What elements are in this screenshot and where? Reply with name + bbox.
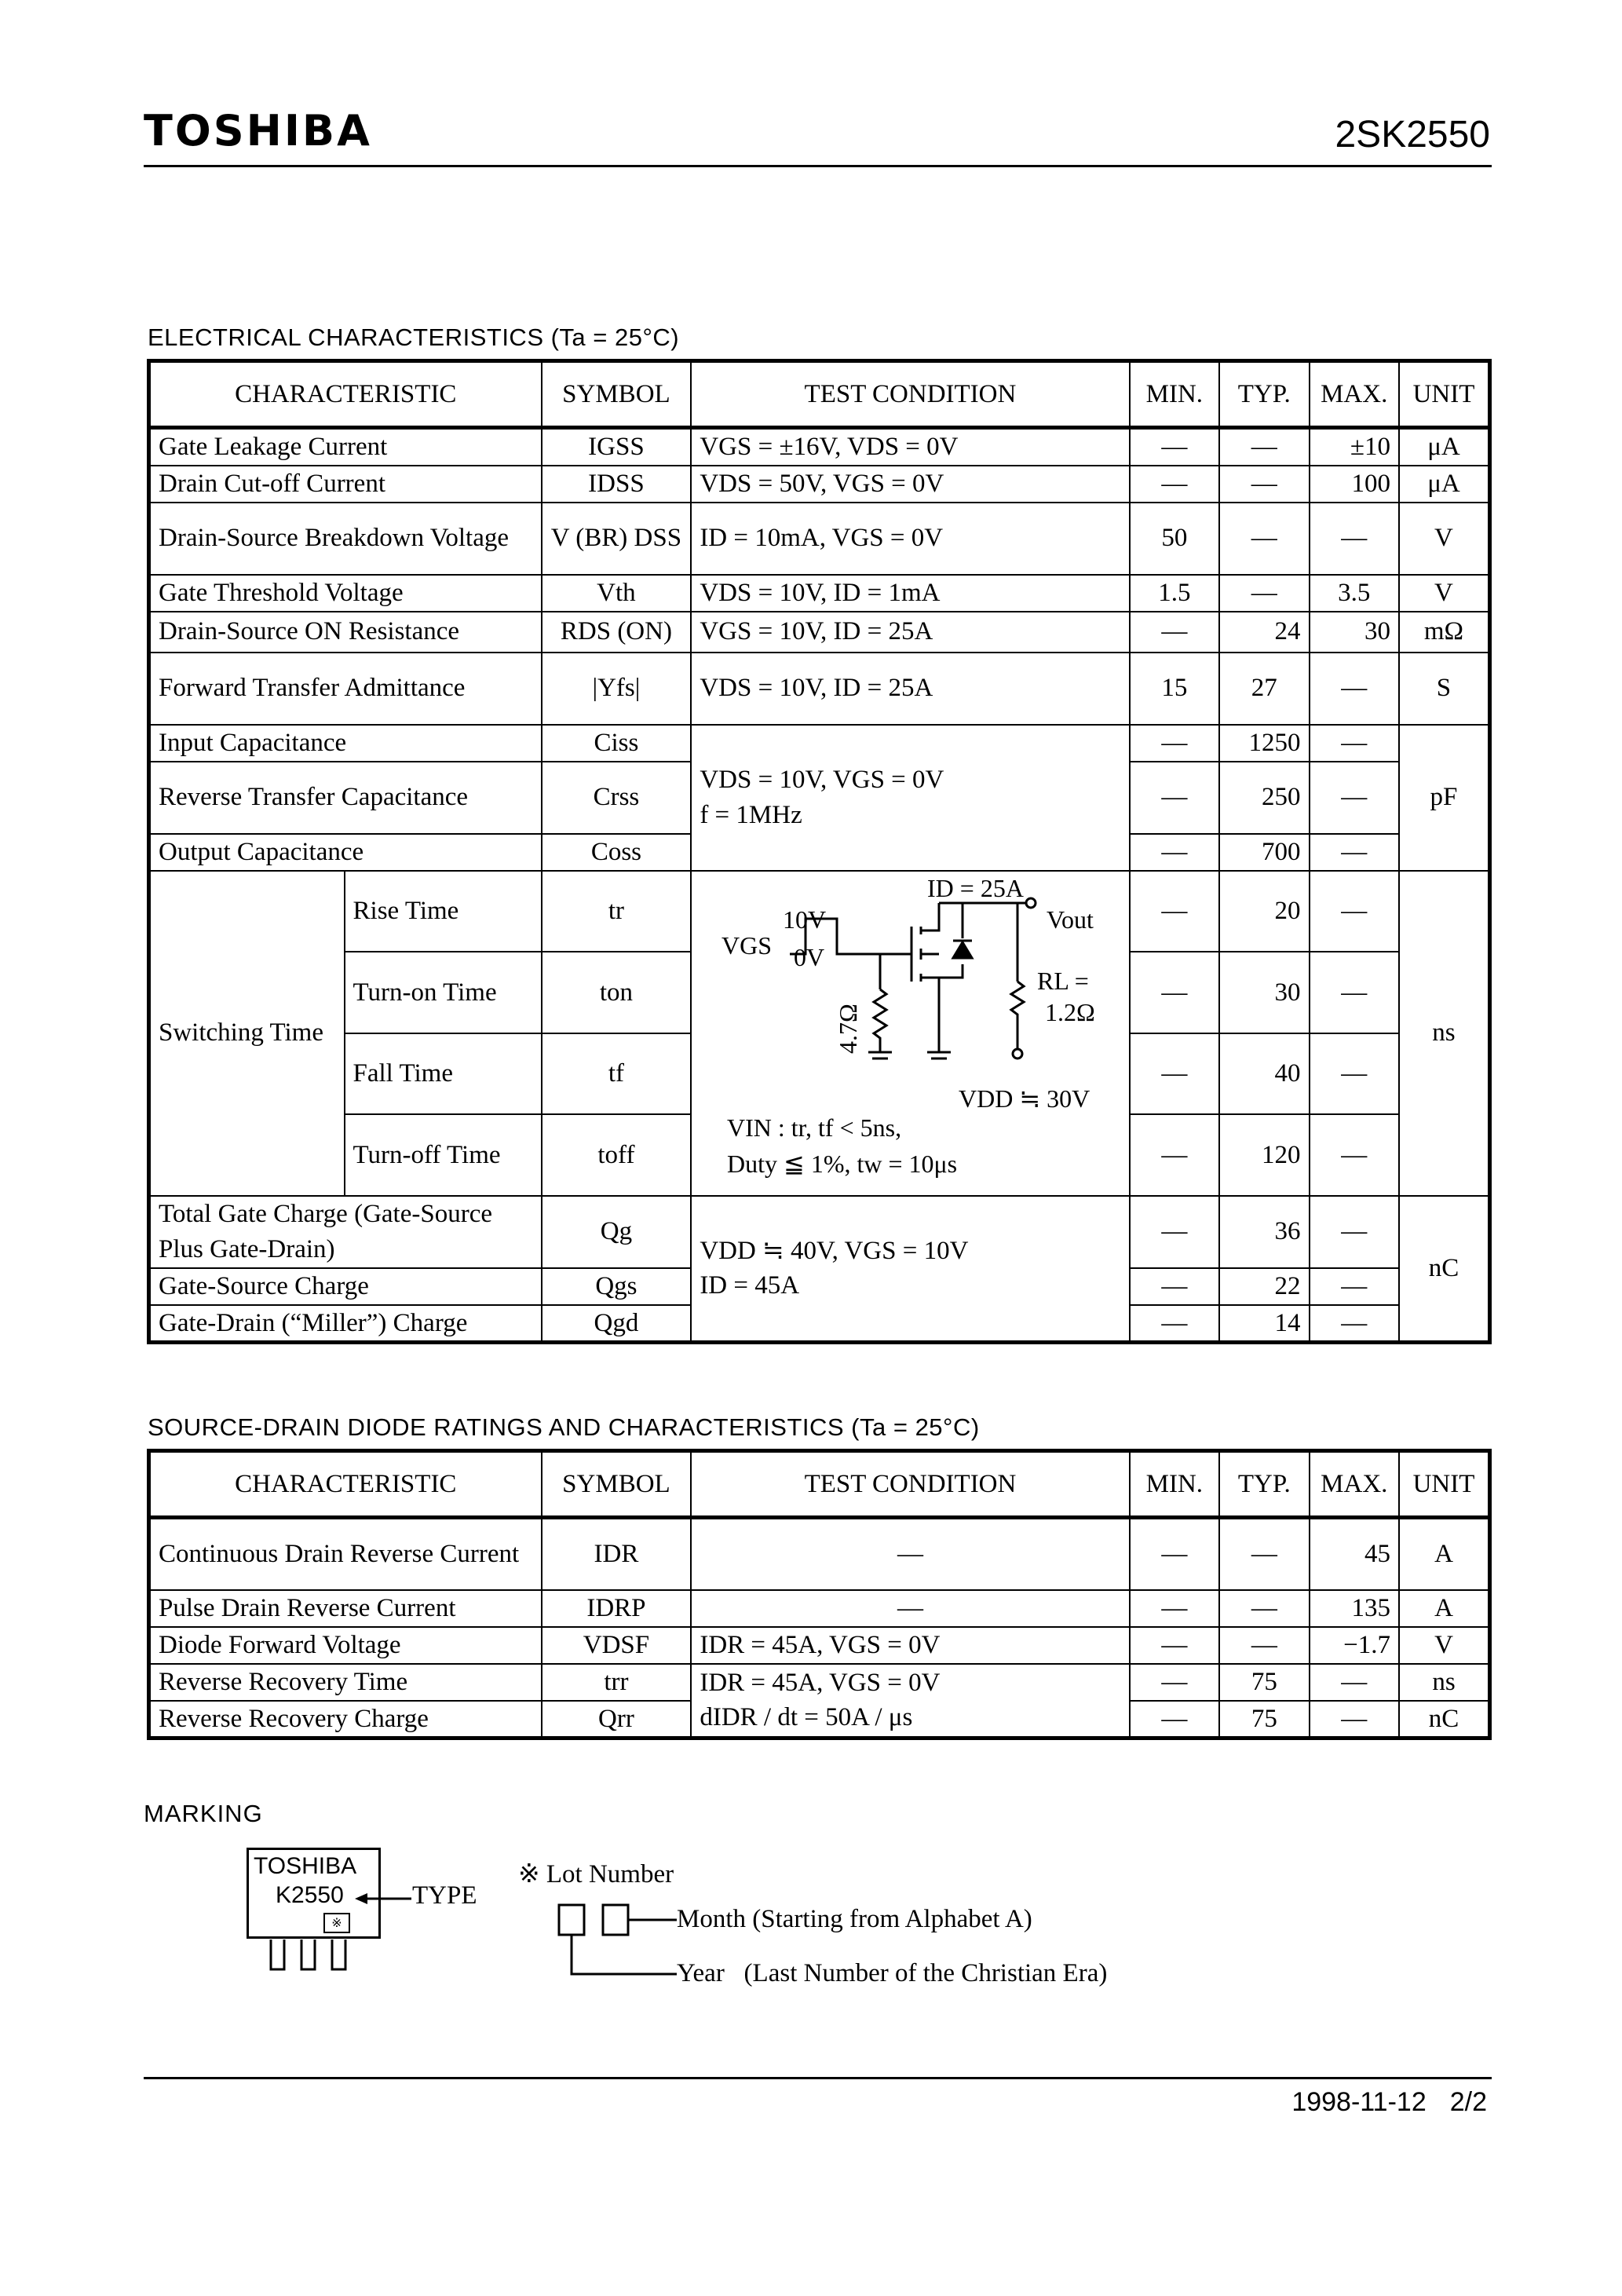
- part-number: 2SK2550: [1335, 114, 1490, 155]
- cell-max: —: [1310, 1305, 1399, 1343]
- cell-typ: 75: [1219, 1701, 1309, 1738]
- body-diode-symbol: [953, 942, 972, 958]
- cell-unit: V: [1399, 575, 1490, 612]
- cell-characteristic: Pulse Drain Reverse Current: [149, 1590, 542, 1627]
- month-label: Month (Starting from Alphabet A): [677, 1905, 1032, 1933]
- cell-max: —: [1310, 762, 1399, 834]
- table-row: [149, 1518, 1490, 1590]
- cell-condition: VGS = ±16V, VDS = 0V: [691, 428, 1129, 466]
- cell-unit: S: [1399, 653, 1490, 725]
- cell-characteristic: Drain-Source Breakdown Voltage: [149, 503, 542, 575]
- table-row: [149, 725, 1490, 762]
- col-characteristic: CHARACTERISTIC: [149, 361, 542, 428]
- cell-min: —: [1130, 871, 1219, 952]
- rl-value-label: 1.2Ω: [1045, 997, 1096, 1026]
- diode-table: [147, 1449, 1492, 1740]
- col-symbol: SYMBOL: [542, 1451, 692, 1518]
- cell-min: —: [1130, 762, 1219, 834]
- cell-min: 50: [1130, 503, 1219, 575]
- col-test-condition: TEST CONDITION: [691, 361, 1129, 428]
- cell-condition: VDS = 10V, ID = 1mA: [691, 575, 1129, 612]
- cell-condition: —: [691, 1590, 1129, 1627]
- table-row: [149, 653, 1490, 725]
- cell-condition: —: [691, 1518, 1129, 1590]
- footer-date: 1998-11-12: [1291, 2087, 1427, 2117]
- cell-characteristic: Drain Cut-off Current: [149, 466, 542, 503]
- table-row: [149, 1590, 1490, 1627]
- cell-max: —: [1310, 1033, 1399, 1115]
- cell-characteristic: Turn-off Time: [345, 1114, 542, 1196]
- cell-characteristic: Reverse Recovery Time: [149, 1664, 542, 1701]
- cell-characteristic: Reverse Recovery Charge: [149, 1701, 542, 1738]
- cell-characteristic: Reverse Transfer Capacitance: [149, 762, 542, 834]
- cell-min: —: [1130, 1664, 1219, 1701]
- col-min: MIN.: [1130, 361, 1219, 428]
- switching-unit: ns: [1399, 871, 1490, 1196]
- cell-typ: 20: [1219, 871, 1309, 952]
- capacitance-unit: pF: [1399, 725, 1490, 871]
- cell-characteristic: Continuous Drain Reverse Current: [149, 1518, 542, 1590]
- cell-symbol: Crss: [542, 762, 692, 834]
- cell-max: −1.7: [1310, 1627, 1399, 1664]
- cell-max: 3.5: [1310, 575, 1399, 612]
- cell-unit: nC: [1399, 1701, 1489, 1738]
- package-leads-icon: [267, 1940, 353, 1977]
- cell-typ: 75: [1219, 1664, 1309, 1701]
- cell-symbol: Qg: [542, 1196, 692, 1268]
- rg-label: 4.7Ω: [834, 1003, 863, 1054]
- cell-condition: VDS = 10V, ID = 25A: [691, 653, 1129, 725]
- cell-typ: —: [1219, 503, 1309, 575]
- footer-page: 2/2: [1449, 2087, 1487, 2117]
- col-min: MIN.: [1130, 1451, 1219, 1518]
- cell-symbol: ton: [542, 952, 692, 1033]
- cell-min: —: [1130, 1590, 1219, 1627]
- capacitance-condition: VDS = 10V, VGS = 0V f = 1MHz: [691, 725, 1129, 871]
- cell-typ: —: [1219, 575, 1309, 612]
- cell-condition: ID = 10mA, VGS = 0V: [691, 503, 1129, 575]
- cell-characteristic: Total Gate Charge (Gate-Source Plus Gate-Drain): [149, 1196, 542, 1268]
- col-unit: UNIT: [1399, 1451, 1489, 1518]
- table-row: [149, 612, 1490, 653]
- type-label: TYPE: [412, 1881, 477, 1910]
- cell-min: —: [1130, 1518, 1219, 1590]
- cell-symbol: Qgs: [542, 1268, 692, 1305]
- cell-symbol: Qrr: [542, 1701, 692, 1738]
- col-max: MAX.: [1310, 361, 1399, 428]
- vgs-label: VGS: [721, 930, 773, 960]
- cell-symbol: IDSS: [542, 466, 692, 503]
- switching-test-circuit: [691, 871, 1129, 1196]
- circuit-note-1: VIN : tr, tf < 5ns,: [727, 1113, 902, 1142]
- col-typ: TYP.: [1219, 1451, 1309, 1518]
- table-row: [149, 466, 1490, 503]
- col-symbol: SYMBOL: [542, 361, 692, 428]
- cell-max: —: [1310, 725, 1399, 762]
- cell-min: —: [1130, 1268, 1219, 1305]
- table-row: [149, 575, 1490, 612]
- lot-code-boxes: [550, 1900, 679, 1983]
- cell-unit: μA: [1399, 466, 1490, 503]
- cell-max: —: [1310, 1664, 1399, 1701]
- cell-max: —: [1310, 1196, 1399, 1268]
- load-resistor-symbol: [1011, 982, 1024, 1052]
- vin-low-label: 0V: [794, 942, 825, 971]
- cell-max: 135: [1310, 1590, 1399, 1627]
- marking-section-title: MARKING: [144, 1800, 263, 1827]
- cell-min: —: [1130, 612, 1219, 653]
- cell-min: —: [1130, 1114, 1219, 1196]
- cell-characteristic: Drain-Source ON Resistance: [149, 612, 542, 653]
- cell-typ: 14: [1219, 1305, 1309, 1343]
- cell-min: —: [1130, 1701, 1219, 1738]
- cell-max: 45: [1310, 1518, 1399, 1590]
- cell-symbol: RDS (ON): [542, 612, 692, 653]
- vout-label: Vout: [1047, 905, 1094, 934]
- electrical-section-title: ELECTRICAL CHARACTERISTICS (Ta = 25°C): [148, 324, 680, 351]
- cell-min: 1.5: [1130, 575, 1219, 612]
- mosfet-gate: [880, 927, 911, 982]
- cell-condition: VGS = 10V, ID = 25A: [691, 612, 1129, 653]
- table-row: [149, 503, 1490, 575]
- table-row: [149, 871, 1490, 952]
- cell-typ: 30: [1219, 952, 1309, 1033]
- cell-max: —: [1310, 1268, 1399, 1305]
- cell-symbol: Vth: [542, 575, 692, 612]
- cell-unit: A: [1399, 1518, 1489, 1590]
- cell-unit: V: [1399, 1627, 1489, 1664]
- cell-characteristic: Gate-Source Charge: [149, 1268, 542, 1305]
- package-type-text: K2550: [276, 1882, 344, 1908]
- cell-characteristic: Gate Leakage Current: [149, 428, 542, 466]
- cell-characteristic: Rise Time: [345, 871, 542, 952]
- cell-typ: 36: [1219, 1196, 1309, 1268]
- cell-unit: A: [1399, 1590, 1489, 1627]
- cell-symbol: tf: [542, 1033, 692, 1115]
- cell-characteristic: Gate Threshold Voltage: [149, 575, 542, 612]
- cell-min: —: [1130, 1305, 1219, 1343]
- diode-header-row: [149, 1451, 1490, 1518]
- cell-typ: —: [1219, 1627, 1309, 1664]
- table-row: [149, 428, 1490, 466]
- cell-min: —: [1130, 1627, 1219, 1664]
- type-arrow-icon: [355, 1891, 414, 1907]
- cell-symbol: Coss: [542, 834, 692, 871]
- cell-max: —: [1310, 834, 1399, 871]
- cell-condition: VDS = 50V, VGS = 0V: [691, 466, 1129, 503]
- col-characteristic: CHARACTERISTIC: [149, 1451, 542, 1518]
- cell-symbol: VDSF: [542, 1627, 692, 1664]
- cell-max: —: [1310, 1114, 1399, 1196]
- footer-rule: [144, 2077, 1492, 2079]
- diode-section-title: SOURCE-DRAIN DIODE RATINGS AND CHARACTERISTICS (Ta = 25°C): [148, 1413, 980, 1441]
- cell-characteristic: Fall Time: [345, 1033, 542, 1115]
- cell-condition: IDR = 45A, VGS = 0V: [691, 1627, 1129, 1664]
- electrical-header-row: [149, 361, 1490, 428]
- cell-max: ±10: [1310, 428, 1399, 466]
- cell-characteristic: Turn-on Time: [345, 952, 542, 1033]
- cell-characteristic: Gate-Drain (“Miller”) Charge: [149, 1305, 542, 1343]
- cell-unit: ns: [1399, 1664, 1489, 1701]
- cell-max: —: [1310, 871, 1399, 952]
- cell-max: 30: [1310, 612, 1399, 653]
- package-brand-text: TOSHIBA: [254, 1853, 357, 1879]
- cell-typ: 120: [1219, 1114, 1309, 1196]
- cell-typ: —: [1219, 1590, 1309, 1627]
- cell-min: —: [1130, 1196, 1219, 1268]
- brand-logo: TOSHIBA: [144, 106, 372, 155]
- cell-typ: 700: [1219, 834, 1309, 871]
- cell-unit: V: [1399, 503, 1490, 575]
- cell-symbol: tr: [542, 871, 692, 952]
- cell-min: 15: [1130, 653, 1219, 725]
- switching-circuit-diagram: [692, 872, 1128, 1195]
- circuit-note-2: Duty ≦ 1%, tw = 10μs: [727, 1149, 958, 1178]
- cell-symbol: IDRP: [542, 1590, 692, 1627]
- cell-typ: 22: [1219, 1268, 1309, 1305]
- cell-typ: 1250: [1219, 725, 1309, 762]
- cell-typ: 24: [1219, 612, 1309, 653]
- cell-typ: —: [1219, 1518, 1309, 1590]
- cell-max: —: [1310, 1701, 1399, 1738]
- switching-group-label: Switching Time: [149, 871, 345, 1196]
- gate-charge-unit: nC: [1399, 1196, 1490, 1343]
- header-rule: [144, 165, 1492, 167]
- cell-characteristic: Forward Transfer Admittance: [149, 653, 542, 725]
- cell-min: —: [1130, 952, 1219, 1033]
- footer: [1291, 2087, 1487, 2118]
- gate-charge-condition: VDD ≒ 40V, VGS = 10V ID = 45A: [691, 1196, 1129, 1343]
- vdd-label: VDD ≒ 30V: [959, 1084, 1090, 1113]
- cell-unit: mΩ: [1399, 612, 1490, 653]
- cell-symbol: toff: [542, 1114, 692, 1196]
- table-row: [149, 1627, 1490, 1664]
- cell-symbol: trr: [542, 1664, 692, 1701]
- cell-symbol: Qgd: [542, 1305, 692, 1343]
- cell-min: —: [1130, 466, 1219, 503]
- vin-high-label: 10V: [783, 905, 827, 934]
- cell-typ: —: [1219, 466, 1309, 503]
- cell-typ: 27: [1219, 653, 1309, 725]
- recovery-condition: IDR = 45A, VGS = 0V dIDR / dt = 50A / μs: [691, 1664, 1129, 1738]
- cell-characteristic: Diode Forward Voltage: [149, 1627, 542, 1664]
- cell-symbol: |Yfs|: [542, 653, 692, 725]
- year-label: Year (Last Number of the Christian Era): [677, 1959, 1108, 1987]
- cell-symbol: IDR: [542, 1518, 692, 1590]
- cell-symbol: V (BR) DSS: [542, 503, 692, 575]
- table-row: [149, 1196, 1490, 1268]
- cell-min: —: [1130, 428, 1219, 466]
- cell-min: —: [1130, 1033, 1219, 1115]
- col-typ: TYP.: [1219, 361, 1309, 428]
- cell-typ: —: [1219, 428, 1309, 466]
- gate-resistor-symbol: [874, 989, 886, 1052]
- package-lot-box: ※: [323, 1913, 350, 1933]
- col-unit: UNIT: [1399, 361, 1490, 428]
- cell-min: —: [1130, 834, 1219, 871]
- cell-symbol: Ciss: [542, 725, 692, 762]
- cell-characteristic: Input Capacitance: [149, 725, 542, 762]
- cell-typ: 250: [1219, 762, 1309, 834]
- cell-symbol: IGSS: [542, 428, 692, 466]
- lot-number-label: ※ Lot Number: [518, 1860, 674, 1888]
- cell-max: —: [1310, 952, 1399, 1033]
- cell-max: 100: [1310, 466, 1399, 503]
- col-test-condition: TEST CONDITION: [691, 1451, 1129, 1518]
- cell-min: —: [1130, 725, 1219, 762]
- cell-characteristic: Output Capacitance: [149, 834, 542, 871]
- cell-unit: μA: [1399, 428, 1490, 466]
- cell-max: —: [1310, 653, 1399, 725]
- rl-label: RL =: [1037, 966, 1090, 995]
- id-label: ID = 25A: [927, 873, 1025, 902]
- cell-typ: 40: [1219, 1033, 1309, 1115]
- table-row: [149, 1664, 1490, 1701]
- cell-max: —: [1310, 503, 1399, 575]
- col-max: MAX.: [1310, 1451, 1399, 1518]
- electrical-table: [147, 359, 1492, 1344]
